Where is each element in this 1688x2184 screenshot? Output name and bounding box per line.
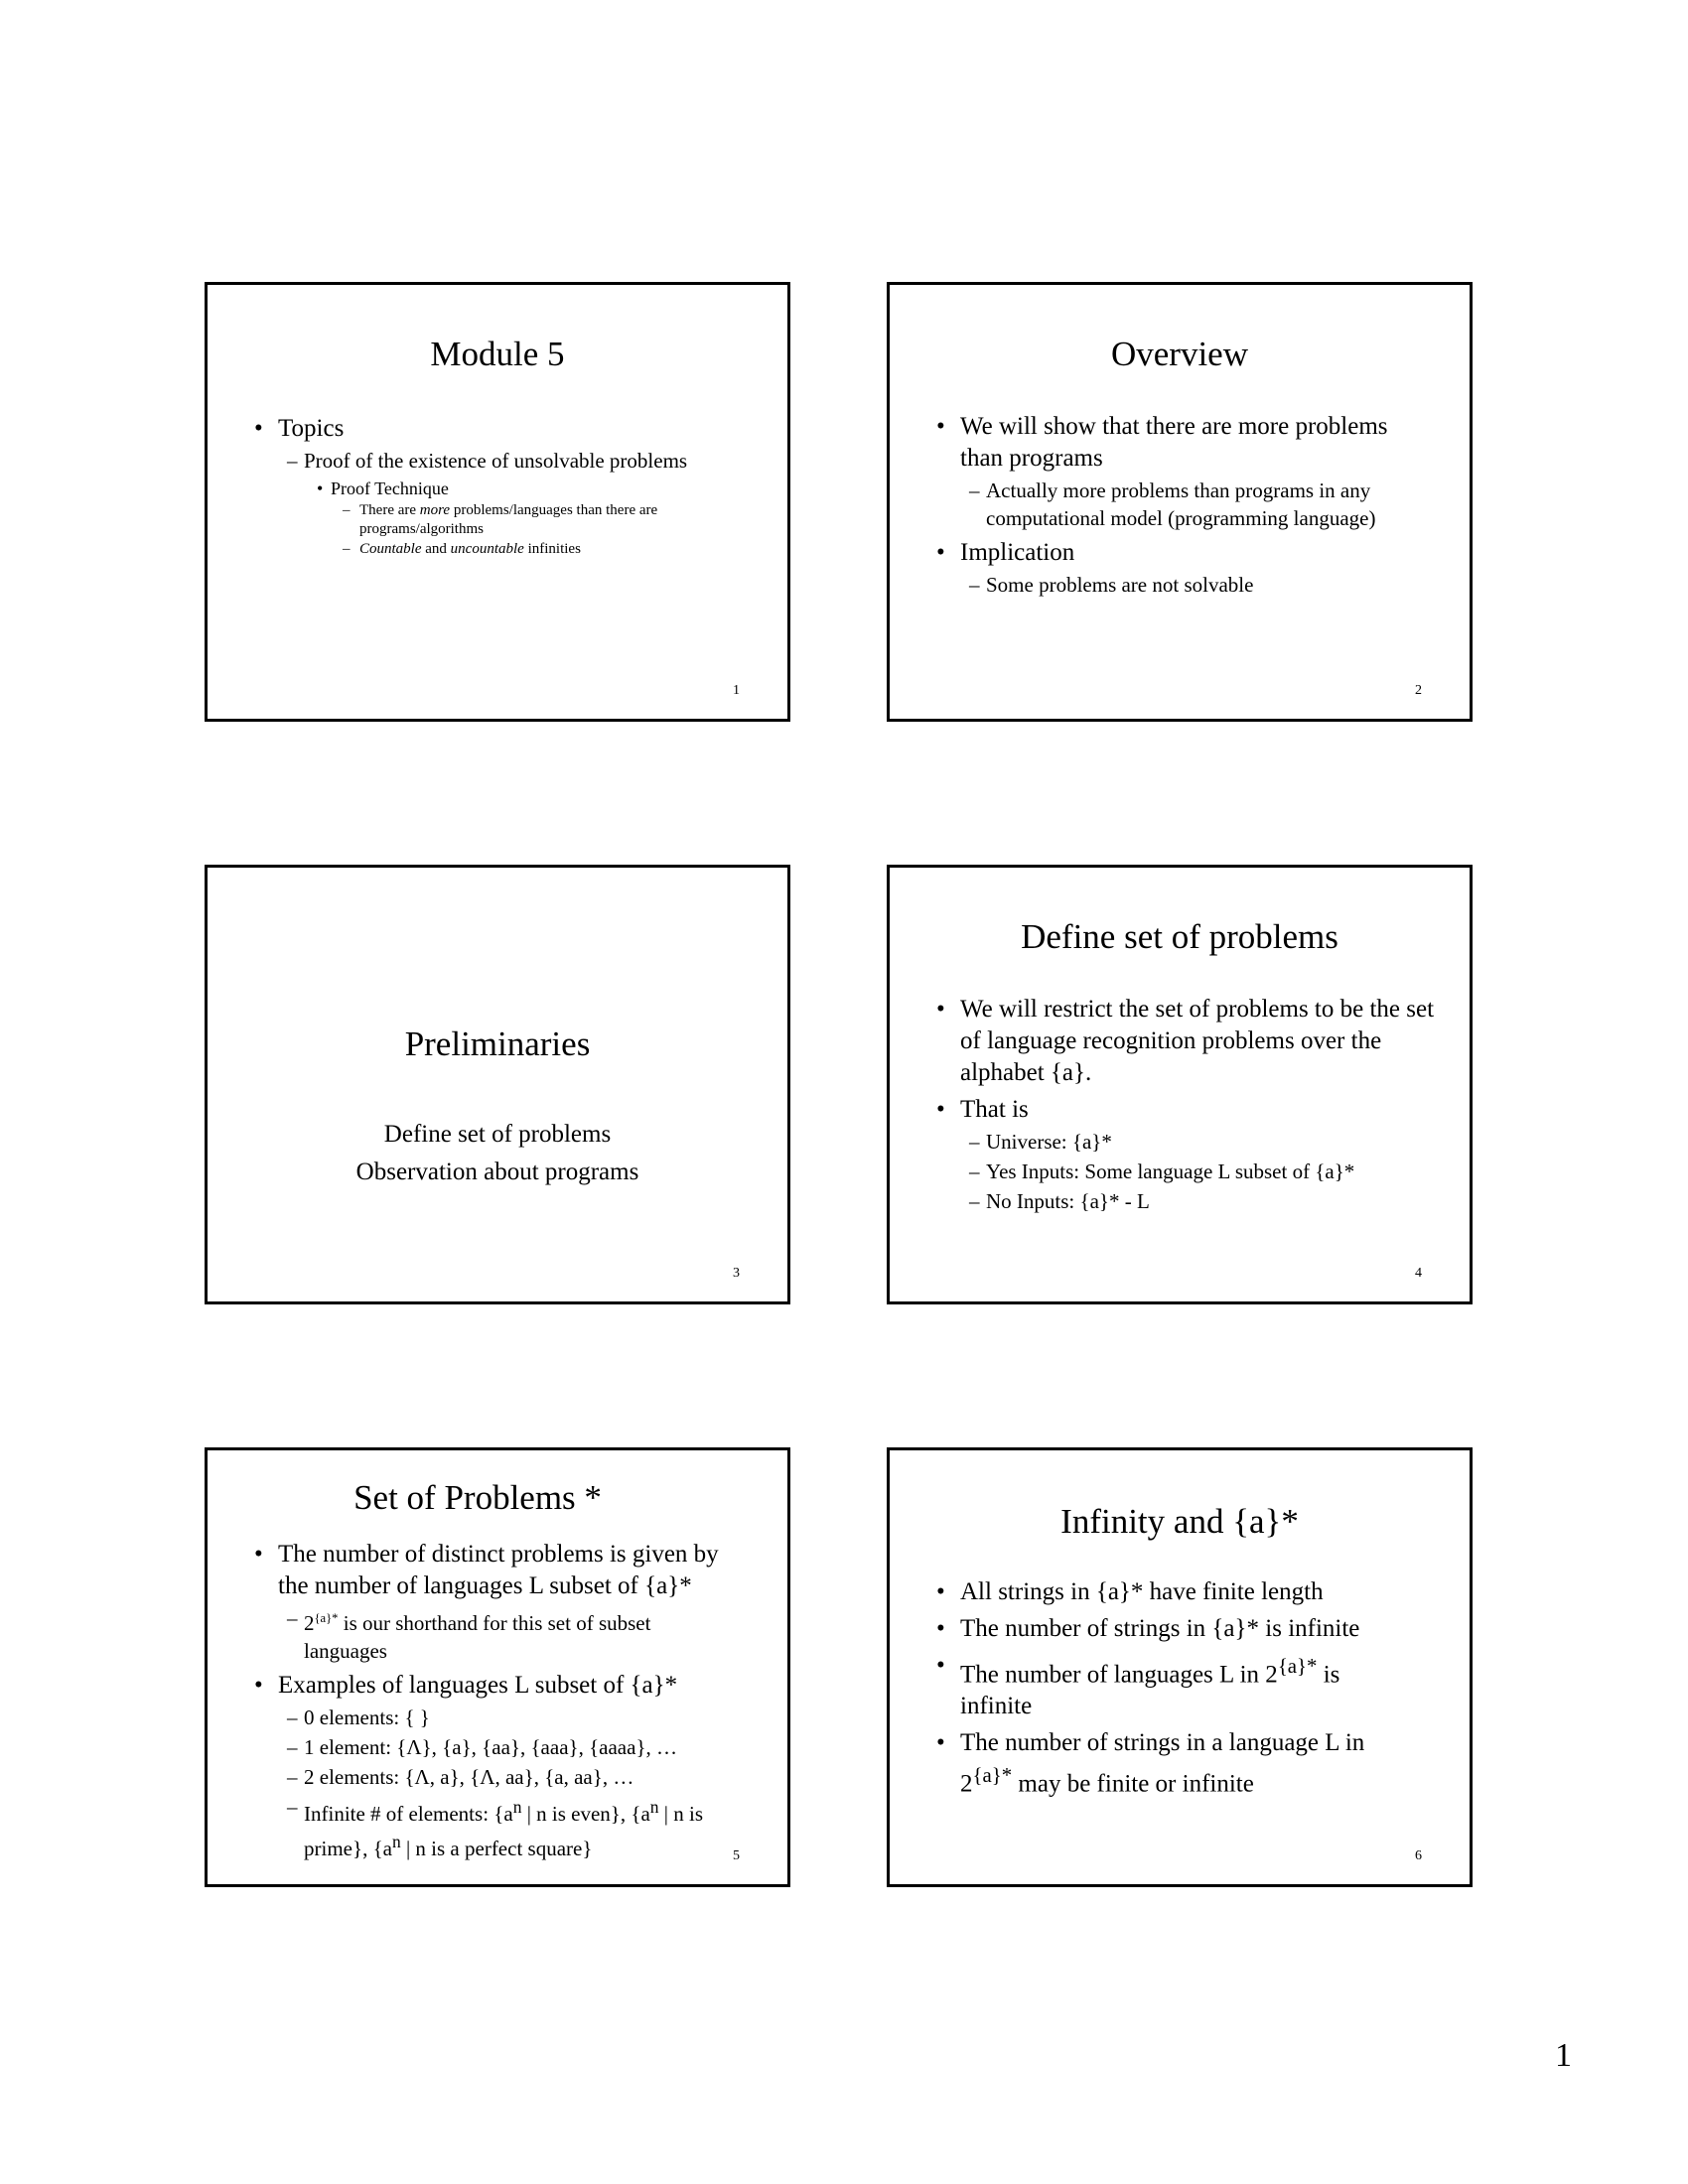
sub-bullet: – $2^{\{a\}*}$ is our shorthand for this set of subset languages <box>208 1604 787 1665</box>
slide-number: 2 <box>1415 683 1422 698</box>
sub-bullet: – Some problems are not solvable <box>890 571 1470 599</box>
sub-bullet: – 1 element: {Λ}, {a}, {aa}, {aaa}, {aaaa}, … <box>208 1733 787 1761</box>
slide-6 <box>887 1447 1473 1887</box>
sub-bullet: – Proof of the existence of unsolvable problems <box>208 447 787 475</box>
slide-number: 6 <box>1415 1848 1422 1863</box>
slide-title: Set of Problems * <box>353 1478 602 1517</box>
bullet: • All strings in {a}* have finite length <box>890 1576 1470 1608</box>
sub-bullet: – 0 elements: { } <box>208 1704 787 1731</box>
bullet: • The number of strings in a language L in $2^{\{a\}*}$ may be finite or infinite <box>890 1727 1470 1800</box>
slide-4 <box>887 865 1473 1304</box>
sub-sub-bullet: • Proof Technique <box>208 477 787 500</box>
sub-sub-sub-bullet: – There are more problems/languages than there are programs/algorithms <box>208 501 787 539</box>
slide-1 <box>205 282 790 722</box>
slide-title: Infinity and {a}* <box>1060 1502 1299 1541</box>
sub-bullet: – No Inputs: {a}* - L <box>890 1187 1470 1215</box>
slide-content <box>208 1534 787 1862</box>
slide-content <box>208 1116 787 1191</box>
slide-content <box>890 406 1470 599</box>
bullet: • We will show that there are more problems than programs <box>890 411 1470 475</box>
bullet: • Examples of languages L subset of {a}* <box>208 1670 787 1702</box>
bullet: • That is <box>890 1094 1470 1126</box>
bullet: • The number of distinct problems is given by the number of languages L subset of {a}* <box>208 1539 787 1602</box>
sub-bullet: – Actually more problems than programs in any computational model (programming language) <box>890 477 1470 532</box>
page-number: 1 <box>1555 2037 1572 2074</box>
slide-content <box>208 408 787 559</box>
slide-content <box>890 989 1470 1215</box>
slide-number: 4 <box>1415 1266 1422 1281</box>
bullet: • The number of languages L in $2^{\{a\}*}$ is infinite <box>890 1650 1470 1722</box>
slide-2 <box>887 282 1473 722</box>
sub-sub-sub-bullet: – Countable and uncountable infinities <box>208 540 787 559</box>
slide-title: Preliminaries <box>404 1024 591 1063</box>
bullet: • The number of strings in {a}* is infinite <box>890 1613 1470 1645</box>
slide-title: Define set of problems <box>1021 917 1338 956</box>
slide-content <box>890 1571 1470 1801</box>
slide-title: Overview <box>1110 335 1248 373</box>
slide-number: 5 <box>733 1848 740 1863</box>
slide-number: 1 <box>733 683 740 698</box>
sub-bullet: – Yes Inputs: Some language L subset of {a}* <box>890 1158 1470 1185</box>
slide-number: 3 <box>733 1266 740 1281</box>
slide-title: Module 5 <box>430 335 565 373</box>
slide-3 <box>205 865 790 1304</box>
sub-bullet: – Infinite # of elements: {$a^n$ | n is even}, {$a^n$ | n is prime}, {$a^n$ | n is a perfect square} <box>208 1793 787 1862</box>
slide-5 <box>205 1447 790 1887</box>
text-line: Observation about programs <box>355 1159 639 1185</box>
text-line: Define set of problems <box>383 1121 612 1148</box>
bullet: • We will restrict the set of problems to be the set of language recognition problems over the alphabet {a}. <box>890 994 1470 1089</box>
bullet: • Implication <box>890 537 1470 569</box>
sub-bullet: – Universe: {a}* <box>890 1128 1470 1156</box>
sub-bullet: – 2 elements: {Λ, a}, {Λ, aa}, {a, aa}, … <box>208 1763 787 1791</box>
bullet: • Topics <box>208 413 787 445</box>
